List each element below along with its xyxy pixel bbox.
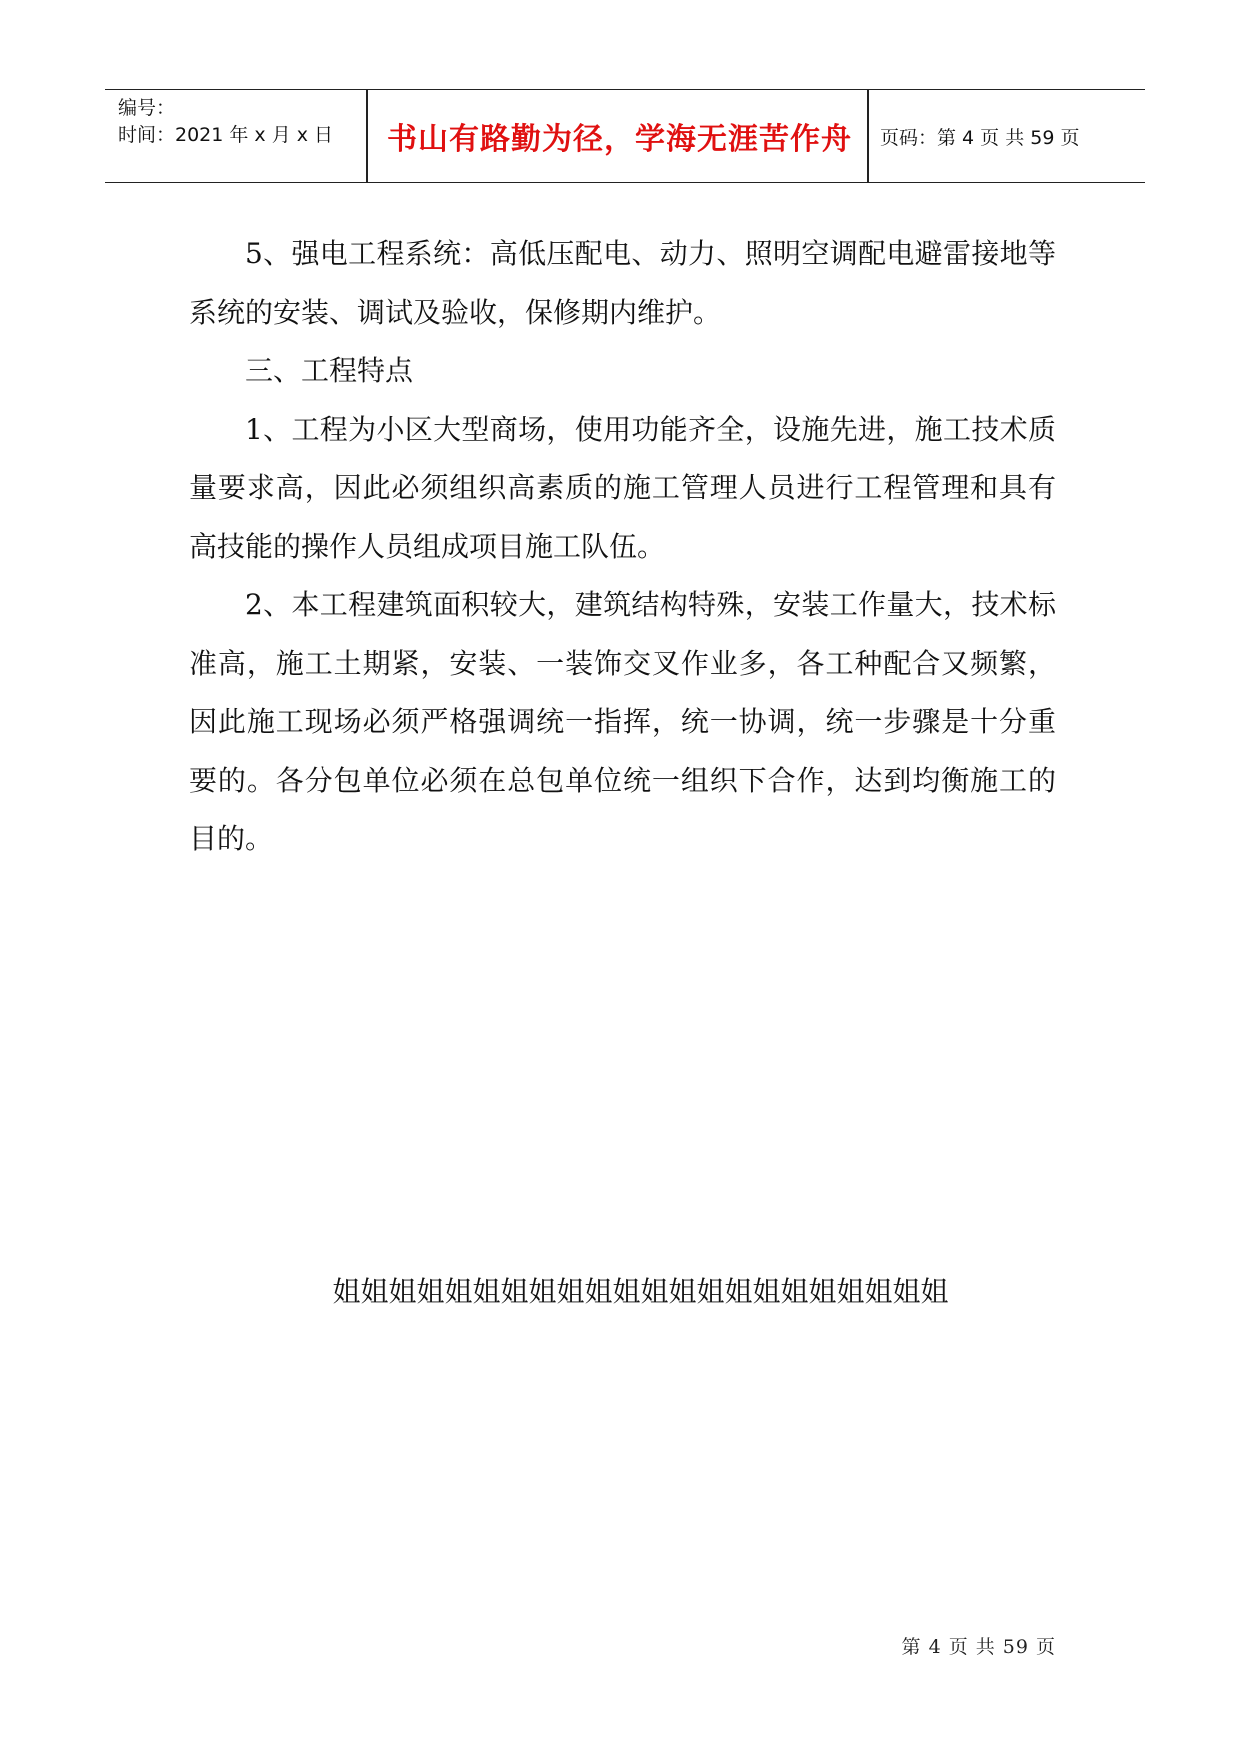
header-page-code: 页码：第 4 页 共 59 页 xyxy=(880,126,1080,149)
paragraph-strong-current: 5、强电工程系统：高低压配电、动力、照明空调配电避雷接地等系统的安装、调试及验收，保修期内维护。 xyxy=(189,237,1056,329)
section-heading-features: 三、工程特点 xyxy=(245,354,414,387)
document-body xyxy=(189,225,1056,869)
header-meta xyxy=(118,95,333,149)
paragraph-feature-1: 1、工程为小区大型商场，使用功能齐全，设施先进，施工技术质量要求高，因此必须组织高素质的施工管理人员进行工程管理和具有高技能的操作人员组成项目施工队伍。 xyxy=(189,412,1056,563)
paragraph-feature-2: 2、本工程建筑面积较大，建筑结构特殊，安装工作量大，技术标准高，施工土期紧，安装、一装饰交叉作业多，各工种配合又频繁，因此施工现场必须严格强调统一指挥，统一协调，统一步骤是十分重要的。各分包单位必须在总包单位统一组织下合作，达到均衡施工的目的。 xyxy=(189,588,1056,855)
header-motto: 书山有路勤为径，学海无涯苦作舟 xyxy=(387,122,852,157)
header-divider-left xyxy=(366,90,368,182)
page-header xyxy=(105,89,1145,183)
page-number-footer: 第 4 页 共 59 页 xyxy=(901,1636,1056,1658)
repeated-text-line: 姐姐姐姐姐姐姐姐姐姐姐姐姐姐姐姐姐姐姐姐姐姐 xyxy=(332,1275,949,1308)
document-number-label: 编号： xyxy=(118,97,176,119)
document-time: 时间：2021 年 x 月 x 日 xyxy=(118,124,334,146)
